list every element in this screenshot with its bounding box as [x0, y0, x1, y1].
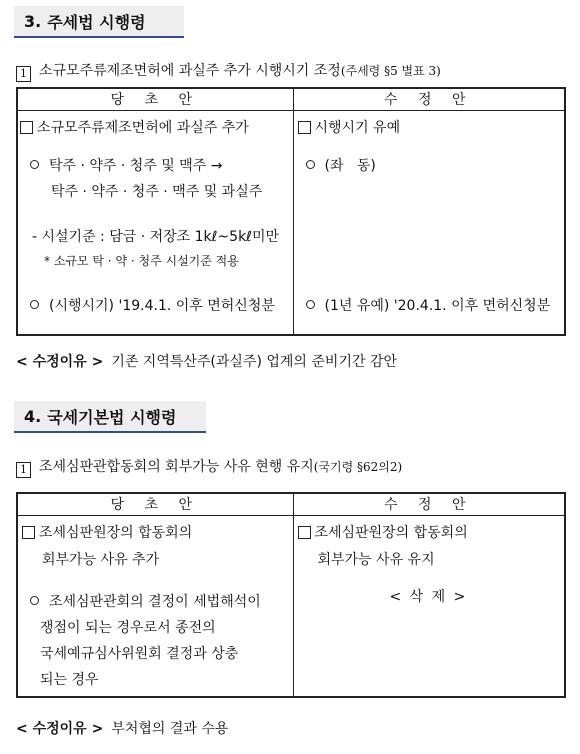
- section-number: 4.: [24, 406, 42, 426]
- header-original: 당 초 안: [17, 493, 293, 515]
- original-bullet-line: 국세예규심사위원회 결정과 상충: [40, 645, 239, 662]
- original-bullet: [30, 155, 223, 175]
- checkbox-icon: [22, 526, 35, 539]
- reason-text: 부처협의 결과 수용: [111, 721, 229, 737]
- checkbox-icon: [298, 526, 311, 539]
- original-cell: [17, 110, 293, 335]
- checkbox-icon: [20, 121, 33, 134]
- revision-reason: [16, 351, 397, 371]
- reason-label: < 수정이유 >: [16, 354, 104, 370]
- item-marker: 1: [16, 462, 31, 478]
- bullet-circle-icon: [30, 596, 39, 605]
- item-title-text: 소규모주류제조면허에 과실주 추가 시행시기 조정: [39, 63, 341, 79]
- section-4-heading: [14, 401, 206, 433]
- section-number: 3.: [24, 11, 42, 31]
- bullet-circle-icon: [30, 300, 39, 309]
- facility-note: * 소규모 탁 · 약 · 청주 시설기준 적용: [44, 253, 239, 268]
- original-bullet-line: 되는 경우: [40, 671, 99, 688]
- revised-cell: [293, 110, 565, 335]
- revised-bullet-text: (좌 동): [324, 157, 376, 174]
- original-bullet: [30, 591, 261, 611]
- section-3-heading: [14, 6, 184, 38]
- revised-heading-text: 조세심판원장의 합동회의: [314, 524, 468, 541]
- revised-heading-text: 시행시기 유예: [314, 119, 401, 136]
- original-heading: [22, 522, 192, 542]
- original-bullet-line: 탁주 · 약주 · 청주 및 맥주 →: [49, 157, 223, 174]
- item-title: [16, 60, 441, 82]
- item-reference: (국기령 §62의2): [313, 460, 403, 474]
- reason-text: 기존 지역특산주(과실주) 업계의 준비기간 감안: [111, 354, 397, 370]
- revised-heading-line: 회부가능 사유 유지: [317, 551, 435, 568]
- header-original: 당 초 안: [17, 88, 293, 110]
- comparison-table: [16, 87, 566, 336]
- section-title: 주세법 시행령: [47, 12, 146, 32]
- revised-timing: [306, 295, 551, 315]
- item-reference: (주세령 §5 별표 3): [340, 64, 441, 78]
- comparison-table: [16, 492, 566, 698]
- original-heading-line: 회부가능 사유 추가: [42, 551, 160, 568]
- header-revised: 수 정 안: [293, 493, 565, 515]
- revised-heading: [298, 117, 401, 137]
- item-title: [16, 456, 402, 478]
- reason-label: < 수정이유 >: [16, 721, 104, 737]
- item-title-text: 조세심판관합동회의 회부가능 사유 현행 유지: [39, 459, 314, 475]
- bullet-circle-icon: [30, 160, 39, 169]
- item-marker: 1: [16, 66, 31, 82]
- original-timing-text: (시행시기) '19.4.1. 이후 면허신청분: [49, 297, 275, 314]
- bullet-circle-icon: [306, 160, 315, 169]
- original-heading: [20, 117, 249, 137]
- original-heading-text: 소규모주류제조면허에 과실주 추가: [37, 119, 249, 136]
- checkbox-icon: [298, 121, 311, 134]
- original-heading-text: 조세심판원장의 합동회의: [39, 524, 193, 541]
- deleted-marker: < 삭 제 >: [389, 588, 468, 605]
- revised-timing-text: (1년 유예) '20.4.1. 이후 면허신청분: [324, 297, 551, 314]
- bullet-circle-icon: [306, 300, 315, 309]
- original-bullet-line: 탁주 · 약주 · 청주 · 맥주 및 과실주: [51, 183, 263, 200]
- header-revised: 수 정 안: [293, 88, 565, 110]
- original-cell: [17, 515, 293, 697]
- revised-bullet: [306, 155, 376, 175]
- section-title: 국세기본법 시행령: [47, 407, 177, 427]
- revised-heading: [298, 522, 468, 542]
- original-bullet-line: 조세심판관회의 결정이 세법해석이: [49, 593, 261, 610]
- revised-cell: [293, 515, 565, 697]
- original-timing: [30, 295, 275, 315]
- original-bullet-line: 쟁점이 되는 경우로서 종전의: [40, 619, 216, 636]
- facility-standard: - 시설기준 : 담금 · 저장조 1kℓ~5kℓ미만: [32, 228, 280, 245]
- revision-reason: [16, 718, 228, 738]
